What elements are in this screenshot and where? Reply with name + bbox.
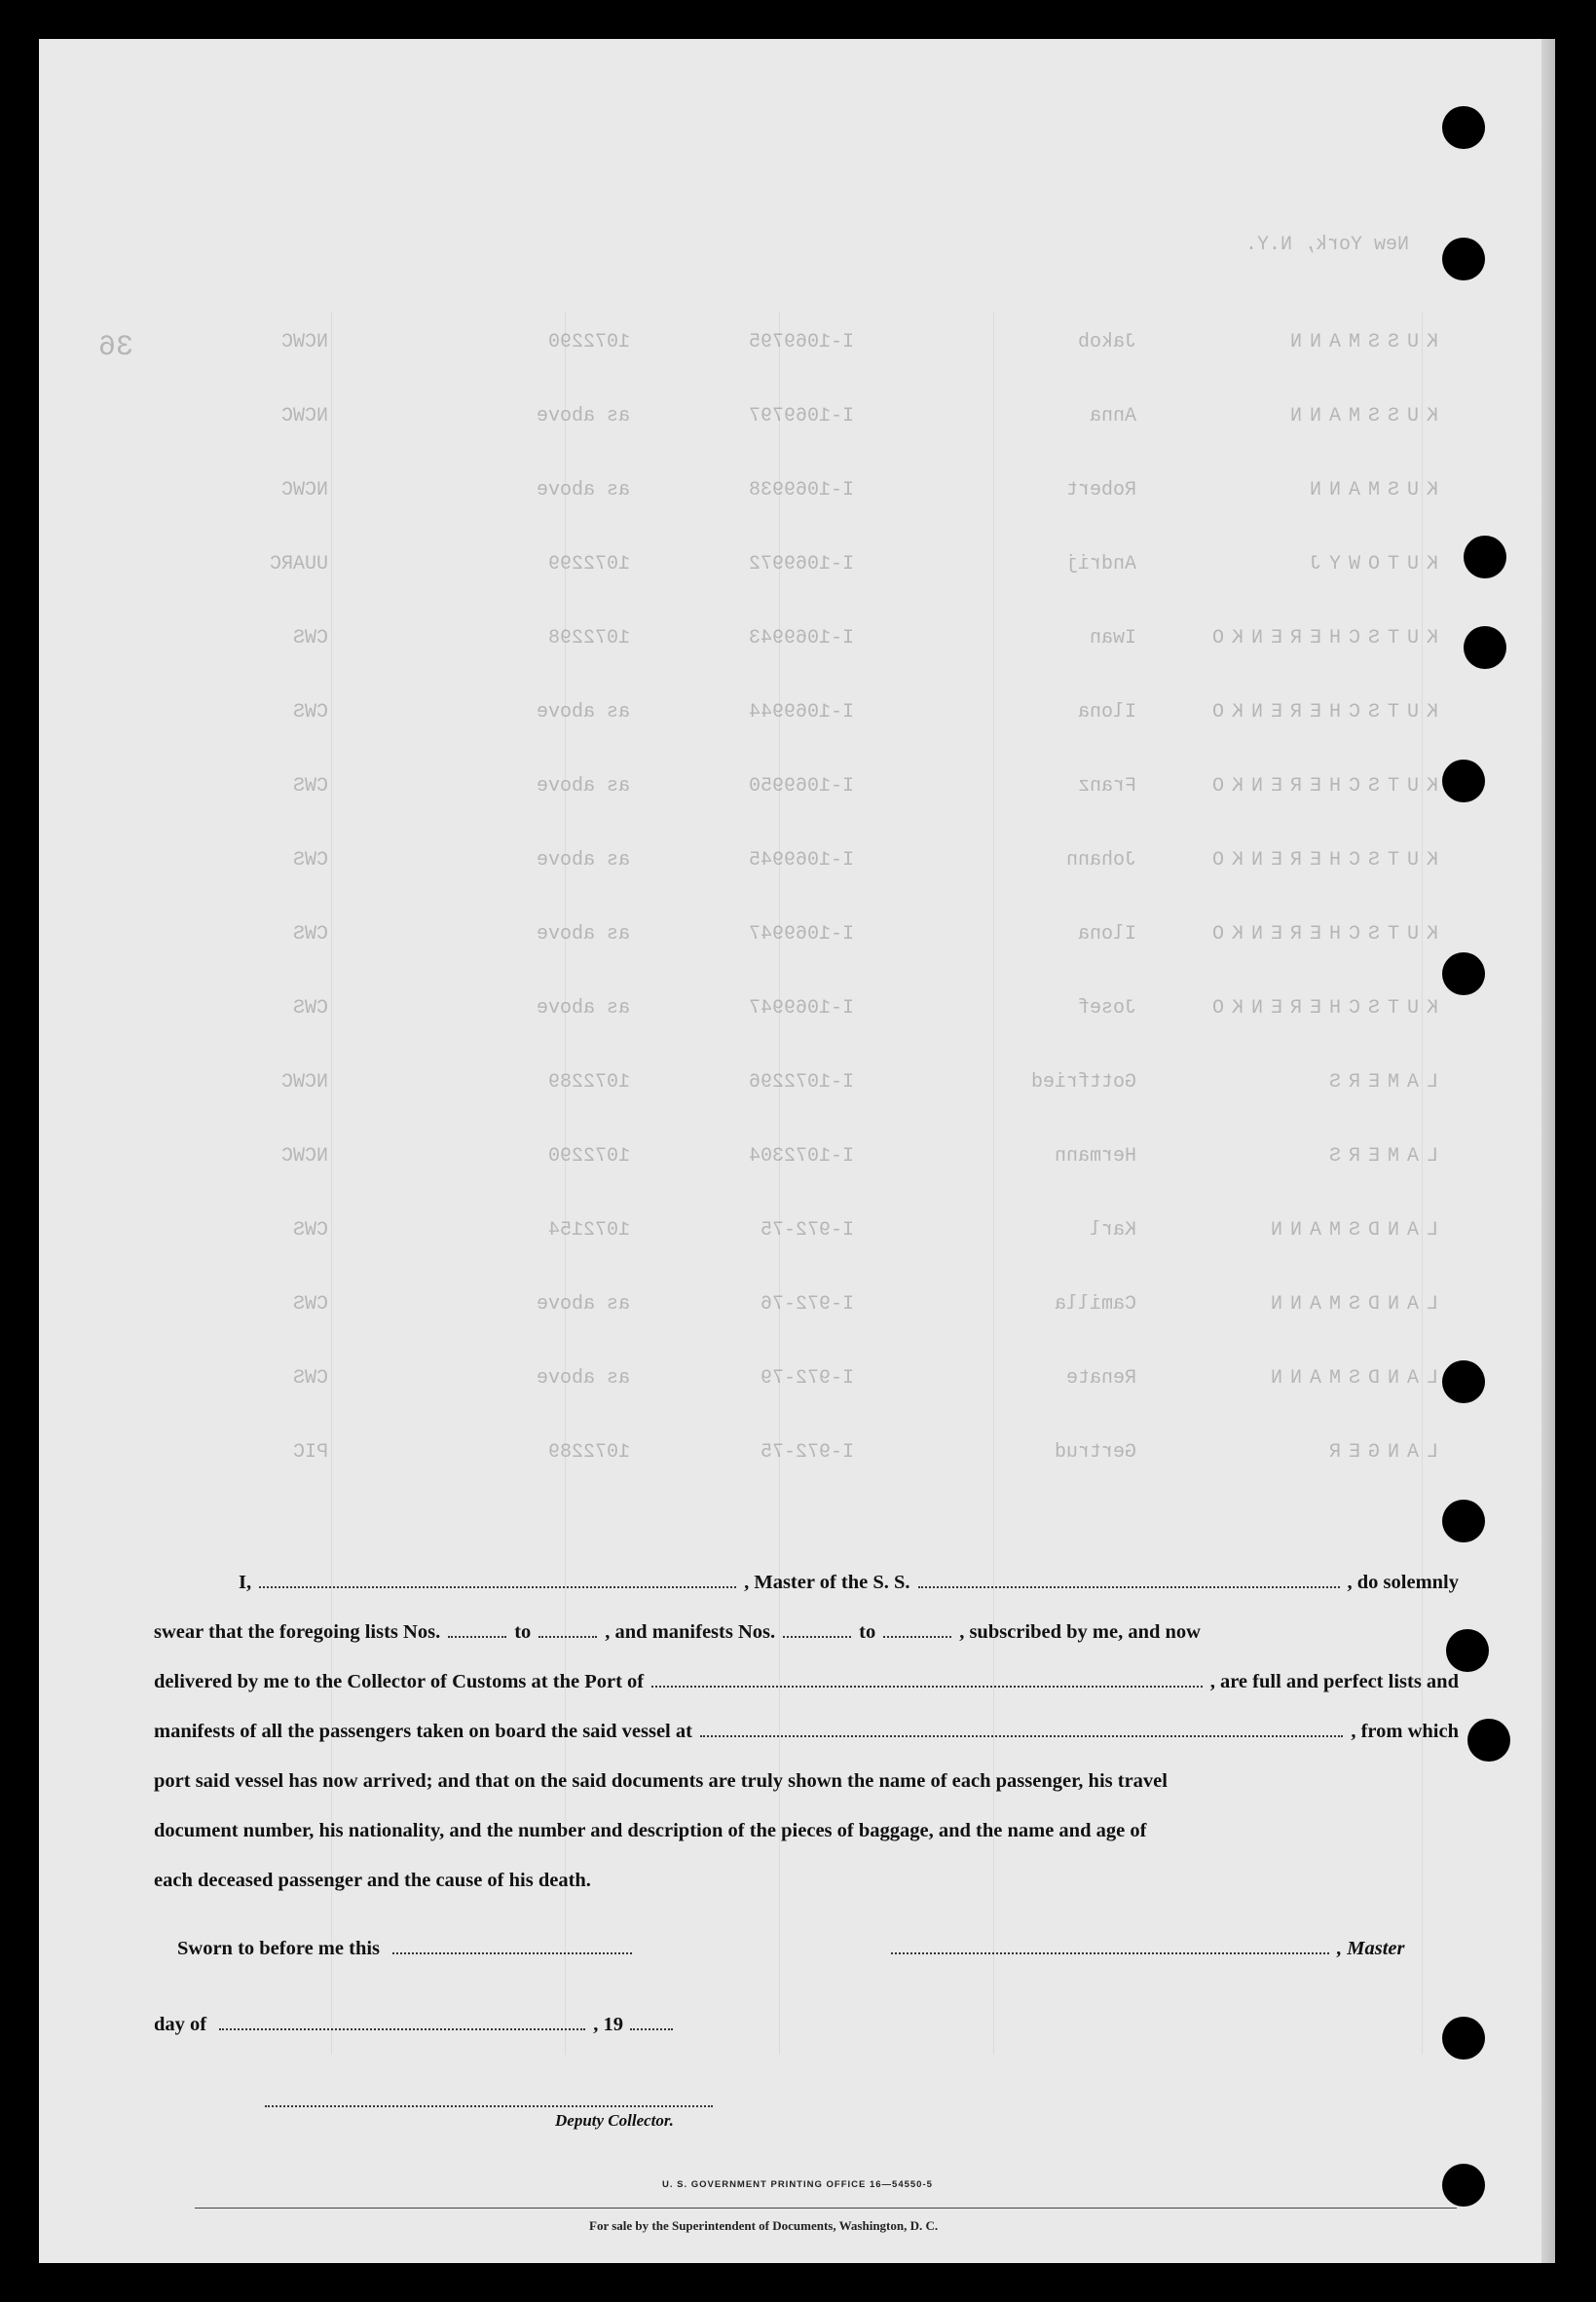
bleed-cell-visas: as above bbox=[536, 479, 630, 501]
lists-label: swear that the foregoing lists Nos. bbox=[154, 1621, 441, 1643]
bleed-cell-codes: CWS bbox=[292, 1367, 328, 1390]
bleed-cell-given: Ilona bbox=[1077, 923, 1136, 946]
bleed-cell-names: LANGER bbox=[1320, 1441, 1438, 1464]
day-of-label: day of bbox=[154, 2014, 207, 2035]
bleed-cell-given: Ilona bbox=[1077, 701, 1136, 724]
year-label: , 19 bbox=[593, 2014, 623, 2035]
master-of-ss-label: , Master of the S. S. bbox=[744, 1572, 910, 1593]
collector-label: delivered by me to the Collector of Customs at the Port of bbox=[154, 1671, 645, 1692]
oath-line-5: port said vessel has now arrived; and that on the said documents are truly shown the name of each passenger, his travel bbox=[154, 1770, 1168, 1792]
punch-hole bbox=[1442, 238, 1485, 280]
bleed-cell-given: Iwan bbox=[1089, 627, 1136, 650]
oath-line-6: document number, his nationality, and the number and description of the pieces of baggage, and the name and age of bbox=[154, 1820, 1147, 1841]
day-month-field[interactable] bbox=[219, 2015, 585, 2030]
departure-port-field[interactable] bbox=[700, 1722, 1343, 1737]
bleed-cell-given: Johann bbox=[1065, 849, 1136, 872]
bleed-cell-visas: 1072289 bbox=[547, 1441, 630, 1464]
bleed-cell-codes: UUARC bbox=[269, 553, 328, 576]
punch-hole bbox=[1442, 952, 1485, 995]
punch-hole bbox=[1442, 760, 1485, 802]
bleed-cell-docs: I-1069938 bbox=[748, 479, 854, 501]
bleed-cell-names: KUTSCHERENKO bbox=[1204, 923, 1438, 946]
punch-hole bbox=[1442, 2164, 1485, 2207]
day-line bbox=[154, 2014, 681, 2036]
bleed-cell-given: Renate bbox=[1065, 1367, 1136, 1390]
manifests-from-field[interactable] bbox=[783, 1622, 851, 1638]
bleed-cell-codes: CWS bbox=[292, 775, 328, 798]
master-oath bbox=[154, 1558, 1459, 1906]
bleed-cell-codes: NCWC bbox=[280, 331, 328, 353]
bleed-cell-codes: CWS bbox=[292, 849, 328, 872]
bleed-cell-visas: as above bbox=[536, 701, 630, 724]
bleed-cell-given: Gertrud bbox=[1054, 1441, 1136, 1464]
bleed-cell-docs: I-972-75 bbox=[760, 1441, 854, 1464]
bleed-through-layer bbox=[39, 39, 1555, 2263]
punch-hole bbox=[1442, 106, 1485, 149]
master-signature-field[interactable] bbox=[891, 1939, 1329, 1954]
bleed-cell-visas: 1072298 bbox=[547, 627, 630, 650]
bleed-cell-codes: CWS bbox=[292, 923, 328, 946]
year-field[interactable] bbox=[630, 2015, 673, 2030]
manifests-label: , and manifests Nos. bbox=[605, 1621, 776, 1643]
oath-line-1 bbox=[154, 1558, 1459, 1608]
bleed-cell-given: Camilla bbox=[1054, 1293, 1136, 1316]
bleed-cell-docs: I-1069947 bbox=[748, 997, 854, 1020]
bleed-cell-docs: I-1072296 bbox=[748, 1071, 854, 1094]
deputy-signature-field[interactable] bbox=[265, 2105, 713, 2107]
deputy-collector-label: Deputy Collector. bbox=[555, 2111, 674, 2130]
manifests-to-field[interactable] bbox=[883, 1622, 951, 1638]
bleed-cell-codes: CWS bbox=[292, 1293, 328, 1316]
bleed-cell-codes: NCWC bbox=[280, 479, 328, 501]
master-name-field[interactable] bbox=[259, 1573, 736, 1588]
bleed-cell-names: LANDSMANN bbox=[1262, 1367, 1438, 1390]
oath-line-4 bbox=[154, 1707, 1459, 1757]
bleed-cell-docs: I-1072304 bbox=[748, 1145, 854, 1168]
punch-hole bbox=[1464, 626, 1506, 669]
bleed-cell-visas: as above bbox=[536, 923, 630, 946]
lists-from-field[interactable] bbox=[448, 1622, 506, 1638]
manifest-page bbox=[39, 39, 1555, 2263]
bleed-cell-names: LANDSMANN bbox=[1262, 1293, 1438, 1316]
bleed-cell-docs: I-1069945 bbox=[748, 849, 854, 872]
port-field[interactable] bbox=[651, 1672, 1203, 1688]
bleed-cell-names: KUTSCHERENKO bbox=[1204, 849, 1438, 872]
punch-hole bbox=[1464, 536, 1506, 578]
bleed-cell-visas: as above bbox=[536, 1367, 630, 1390]
bleed-cell-docs: I-1069972 bbox=[748, 553, 854, 576]
bleed-cell-codes: NCWC bbox=[280, 1071, 328, 1094]
bleed-cell-visas: 1072289 bbox=[547, 1071, 630, 1094]
oath-i: I, bbox=[239, 1572, 252, 1593]
oath-line-2 bbox=[154, 1608, 1459, 1657]
bleed-cell-codes: CWS bbox=[292, 701, 328, 724]
bleed-cell-names: KUTSCHERENKO bbox=[1204, 701, 1438, 724]
vessel-name-field[interactable] bbox=[918, 1573, 1340, 1588]
bleed-cell-visas: 1072299 bbox=[547, 553, 630, 576]
bleed-cell-visas: as above bbox=[536, 775, 630, 798]
bleed-cell-names: KUTOWYJ bbox=[1301, 553, 1438, 576]
bleed-cell-given: Gottfried bbox=[1030, 1071, 1136, 1094]
lists-to-label: to bbox=[514, 1621, 532, 1643]
bleed-cell-docs: I-1069950 bbox=[748, 775, 854, 798]
bleed-cell-codes: CWS bbox=[292, 997, 328, 1020]
bleed-list-number: 36 bbox=[97, 331, 133, 364]
bleed-cell-codes: CWS bbox=[292, 1219, 328, 1242]
from-which-label: , from which bbox=[1351, 1721, 1459, 1742]
bleed-cell-visas: as above bbox=[536, 405, 630, 427]
punch-hole bbox=[1446, 1629, 1489, 1672]
vessel-at-label: manifests of all the passengers taken on board the said vessel at bbox=[154, 1721, 692, 1742]
bleed-cell-docs: I-972-75 bbox=[760, 1219, 854, 1242]
bleed-cell-codes: NCWC bbox=[280, 405, 328, 427]
bleed-cell-docs: I-1069944 bbox=[748, 701, 854, 724]
bleed-cell-docs: I-972-79 bbox=[760, 1367, 854, 1390]
bleed-cell-given: Jakob bbox=[1077, 331, 1136, 353]
bleed-cell-names: KUTSCHERENKO bbox=[1204, 775, 1438, 798]
bleed-cell-names: LANDSMANN bbox=[1262, 1219, 1438, 1242]
bleed-cell-codes: CWS bbox=[292, 627, 328, 650]
punch-hole bbox=[1442, 1360, 1485, 1403]
bleed-cell-names: LAMERS bbox=[1320, 1071, 1438, 1094]
bleed-cell-visas: as above bbox=[536, 997, 630, 1020]
punch-hole bbox=[1467, 1719, 1510, 1762]
bleed-cell-names: KUTSCHERENKO bbox=[1204, 997, 1438, 1020]
bleed-cell-given: Karl bbox=[1089, 1219, 1136, 1242]
sworn-line bbox=[177, 1938, 640, 1960]
bleed-cell-given: Franz bbox=[1077, 775, 1136, 798]
bleed-cell-visas: 1072154 bbox=[547, 1219, 630, 1242]
bleed-cell-given: Anna bbox=[1089, 405, 1136, 427]
bleed-cell-given: Andrij bbox=[1065, 553, 1136, 576]
punch-hole bbox=[1442, 2017, 1485, 2060]
bleed-cell-names: KUSSMANN bbox=[1281, 405, 1438, 427]
bleed-cell-docs: I-1069947 bbox=[748, 923, 854, 946]
subscribed-label: , subscribed by me, and now bbox=[959, 1621, 1201, 1643]
bleed-cell-docs: I-1069943 bbox=[748, 627, 854, 650]
bleed-cell-codes: NCWC bbox=[280, 1145, 328, 1168]
bleed-cell-visas: as above bbox=[536, 849, 630, 872]
bleed-cell-docs: I-972-76 bbox=[760, 1293, 854, 1316]
oath-line-3 bbox=[154, 1657, 1459, 1707]
bleed-cell-names: KUSMANN bbox=[1301, 479, 1438, 501]
full-perfect-label: , are full and perfect lists and bbox=[1209, 1671, 1459, 1692]
master-label: , Master bbox=[1337, 1938, 1405, 1959]
sworn-label: Sworn to before me this bbox=[177, 1938, 381, 1959]
bleed-cell-given: Hermann bbox=[1054, 1145, 1136, 1168]
bleed-cell-visas: 1072290 bbox=[547, 1145, 630, 1168]
bleed-cell-given: Josef bbox=[1077, 997, 1136, 1020]
bleed-cell-visas: as above bbox=[536, 1293, 630, 1316]
sworn-date-field[interactable] bbox=[392, 1939, 632, 1954]
bleed-cell-codes: PIC bbox=[292, 1441, 328, 1464]
bleed-header: New York, N.Y. bbox=[1244, 234, 1409, 256]
bleed-cell-given: Robert bbox=[1065, 479, 1136, 501]
sale-notice: For sale by the Superintendent of Documents, Washington, D. C. bbox=[589, 2218, 939, 2233]
solemnly-label: , do solemnly bbox=[1347, 1572, 1459, 1593]
punch-hole bbox=[1442, 1500, 1485, 1542]
manifests-to-label: to bbox=[859, 1621, 876, 1643]
bleed-cell-visas: 1072290 bbox=[547, 331, 630, 353]
master-signature-line bbox=[891, 1938, 1404, 1960]
bleed-cell-names: LAMERS bbox=[1320, 1145, 1438, 1168]
bleed-cell-names: KUSSMANN bbox=[1281, 331, 1438, 353]
bleed-cell-names: KUTSCHERENKO bbox=[1204, 627, 1438, 650]
bleed-cell-docs: I-1069795 bbox=[748, 331, 854, 353]
lists-to-field[interactable] bbox=[538, 1622, 597, 1638]
printing-office-imprint: U. S. GOVERNMENT PRINTING OFFICE 16—54550-5 bbox=[662, 2179, 933, 2190]
footer-rule bbox=[195, 2208, 1457, 2209]
bleed-cell-docs: I-1069797 bbox=[748, 405, 854, 427]
oath-line-7: each deceased passenger and the cause of his death. bbox=[154, 1870, 591, 1891]
